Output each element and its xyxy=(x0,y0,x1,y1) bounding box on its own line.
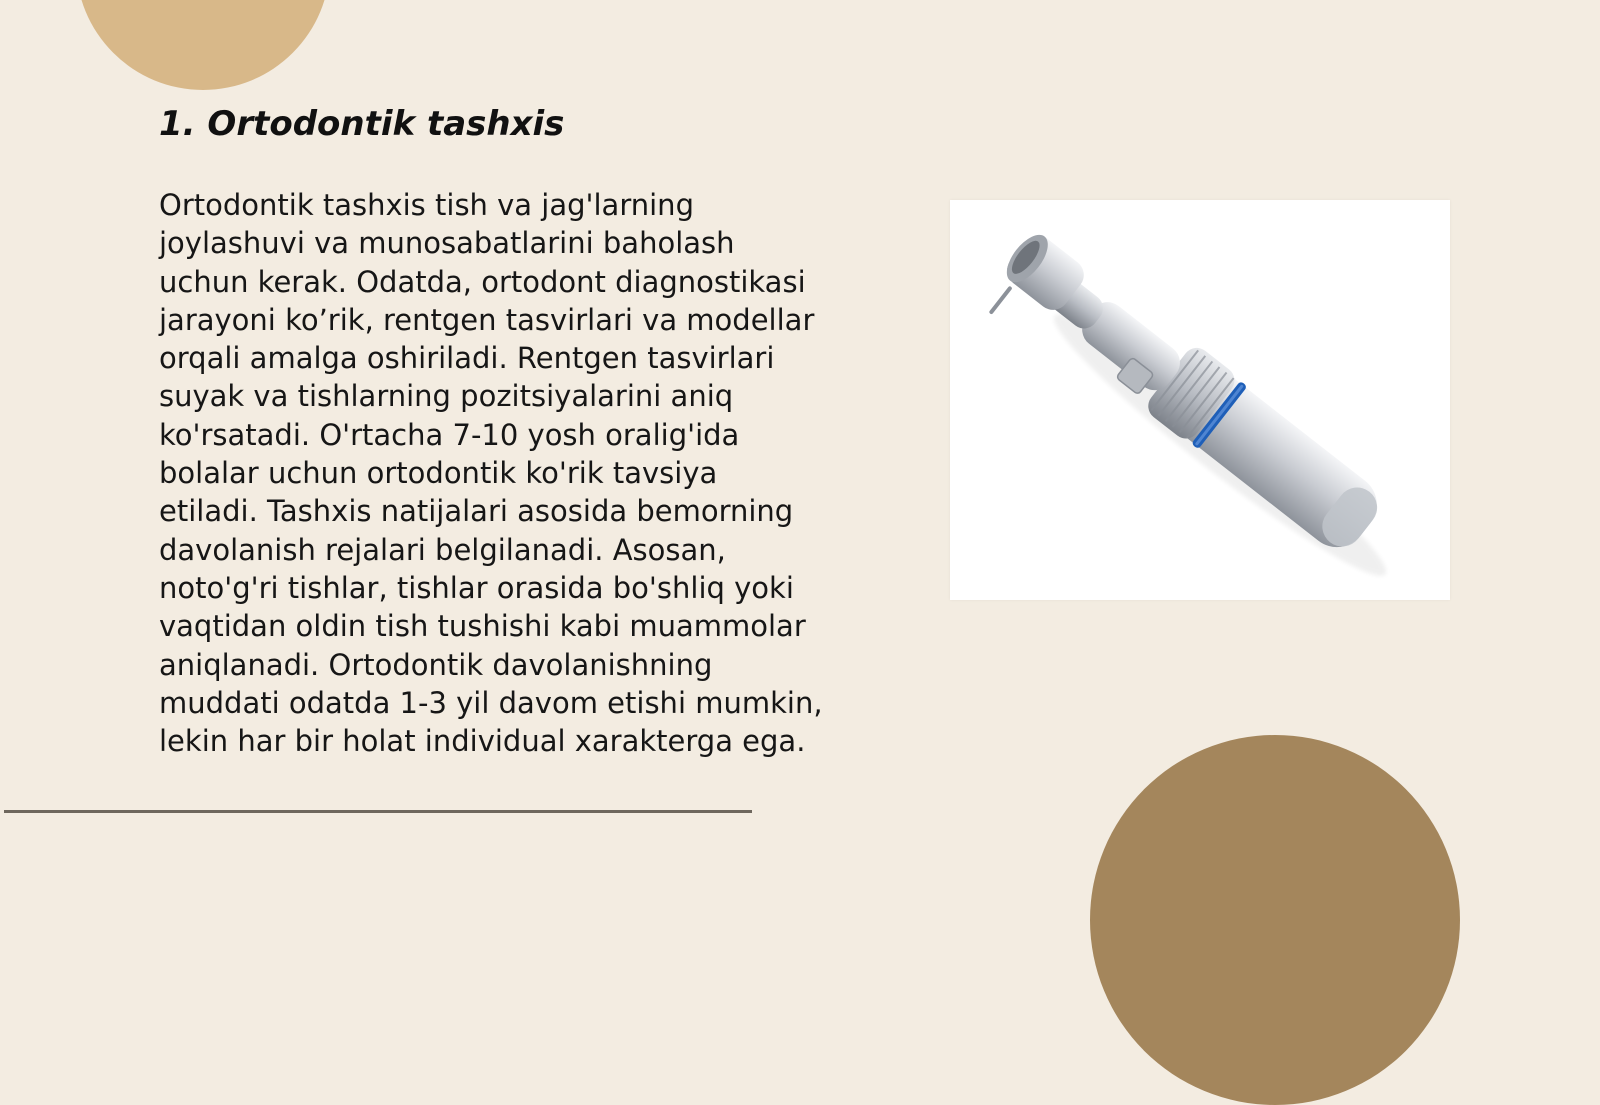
slide-title: 1. Ortodontik tashxis xyxy=(159,104,565,144)
body-line: muddati odatda 1-3 yil davom etishi mumkin, xyxy=(159,685,823,720)
dental-handpiece-image xyxy=(950,200,1450,600)
body-line: aniqlanadi. Ortodontik davolanishning xyxy=(159,647,713,682)
dental-handpiece-icon xyxy=(950,200,1450,600)
body-line: bolalar uchun ortodontik ko'rik tavsiya xyxy=(159,456,718,491)
body-line: Ortodontik tashxis tish va jag'larning xyxy=(159,188,694,222)
body-line: davolanish rejalari belgilanadi. Asosan, xyxy=(159,532,726,567)
body-line: suyak va tishlarning pozitsiyalarini aniq xyxy=(159,379,734,414)
body-line: noto'g'ri tishlar, tishlar orasida bo'shliq yoki xyxy=(159,570,794,605)
slide-body-text xyxy=(159,186,859,760)
decorative-circle-bottom xyxy=(1090,735,1460,1105)
divider-line xyxy=(4,810,752,813)
body-line: uchun kerak. Odatda, ortodont diagnostikasi xyxy=(159,264,806,299)
body-line: joylashuvi va munosabatlarini baholash xyxy=(159,226,735,261)
body-line: lekin har bir holat individual xarakterga ega. xyxy=(159,724,806,759)
body-line: ko'rsatadi. O'rtacha 7-10 yosh oralig'ida xyxy=(159,417,740,452)
decorative-circle-top xyxy=(76,0,330,90)
body-line: vaqtidan oldin tish tushishi kabi muammolar xyxy=(159,609,806,644)
body-line: orqali amalga oshiriladi. Rentgen tasvirlari xyxy=(159,341,775,376)
body-line: jarayoni ko’rik, rentgen tasvirlari va modellar xyxy=(159,302,815,337)
body-line: etiladi. Tashxis natijalari asosida bemorning xyxy=(159,494,794,529)
